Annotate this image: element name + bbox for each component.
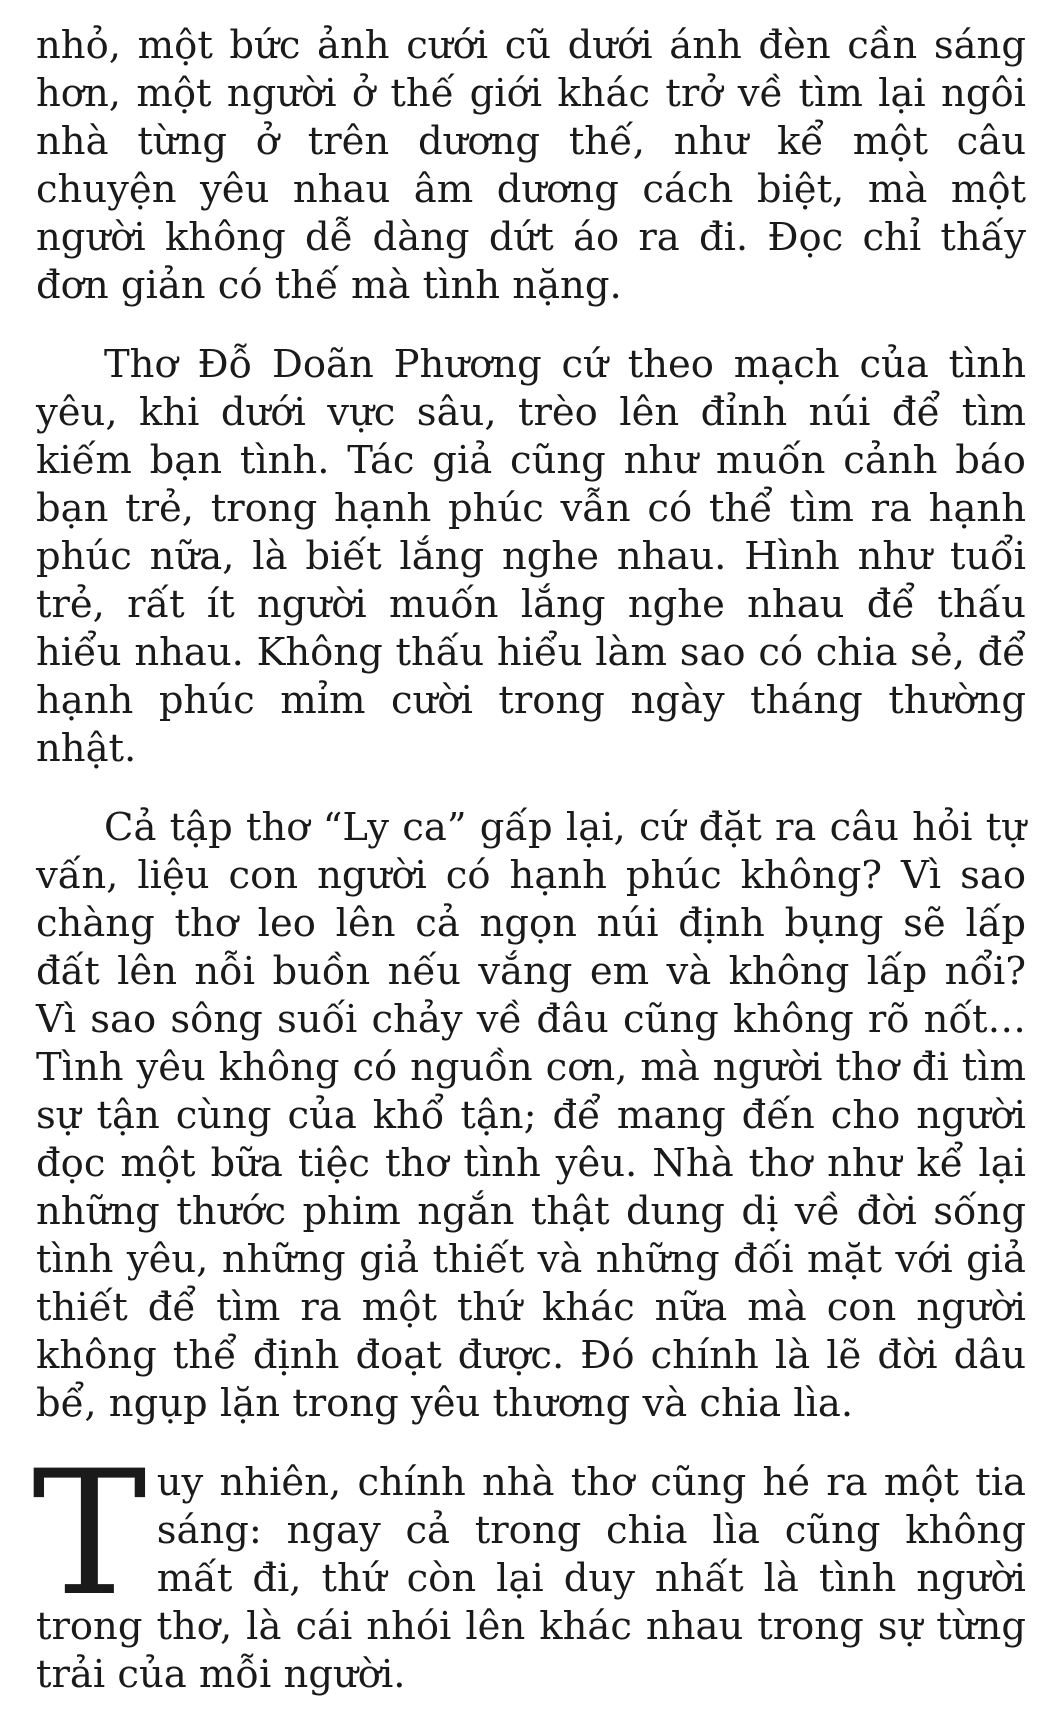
paragraph-3 (36, 804, 1026, 1428)
paragraph-1 (36, 22, 1026, 310)
paragraph-2-text: Thơ Đỗ Doãn Phương cứ theo mạch của tình yêu, khi dưới vực sâu, trèo lên đỉnh núi để tìm kiếm bạn tình. Tác giả cũng như muốn cảnh báo bạn trẻ, trong hạnh phúc vẫn có thể tìm ra hạnh phúc nữa, là biết lắng nghe nhau. Hình như tuổi trẻ, rất ít người muốn lắng nghe nhau để thấu hiểu nhau. Không thấu hiểu làm sao có chia sẻ, để hạnh phúc mỉm cười trong ngày tháng thường nhật. (36, 342, 1026, 771)
paragraph-3-text: Cả tập thơ “Ly ca” gấp lại, cứ đặt ra câu hỏi tự vấn, liệu con người có hạnh phúc không? Vì sao chàng thơ leo lên cả ngọn núi định bụng sẽ lấp đất lên nỗi buồn nếu vắng em và không lấp nổi? Vì sao sông suối chảy về đâu cũng không rõ nốt… Tình yêu không có nguồn cơn, mà người thơ đi tìm sự tận cùng của khổ tận; để mang đến cho người đọc một bữa tiệc thơ tình yêu. Nhà thơ như kể lại những thước phim ngắn thật dung dị về đời sống tình yêu, những giả thiết và những đối mặt với giả thiết để tìm ra một thứ khác nữa mà con người không thể định đoạt được. Đó chính là lẽ đời dâu bể, ngụp lặn trong yêu thương và chia lìa. (36, 805, 1026, 1426)
paragraph-1-text: nhỏ, một bức ảnh cưới cũ dưới ánh đèn cần sáng hơn, một người ở thế giới khác trở về tìm lại ngôi nhà từng ở trên dương thế, như kể một câu chuyện yêu nhau âm dương cách biệt, mà một người không dễ dàng dứt áo ra đi. Đọc chỉ thấy đơn giản có thế mà tình nặng. (36, 23, 1026, 308)
drop-cap: T (32, 1433, 147, 1634)
paragraph-2 (36, 341, 1026, 773)
paragraph-4 (32, 1433, 1026, 1699)
paragraph-4-text: uy nhiên, chính nhà thơ cũng hé ra một tia sáng: ngay cả trong chia lìa cũng không mất đi, thứ còn lại duy nhất là tình người trong thơ, là cái nhói lên khác nhau trong sự từng trải của mỗi người. (36, 1460, 1026, 1697)
book-page (32, 22, 1026, 1730)
